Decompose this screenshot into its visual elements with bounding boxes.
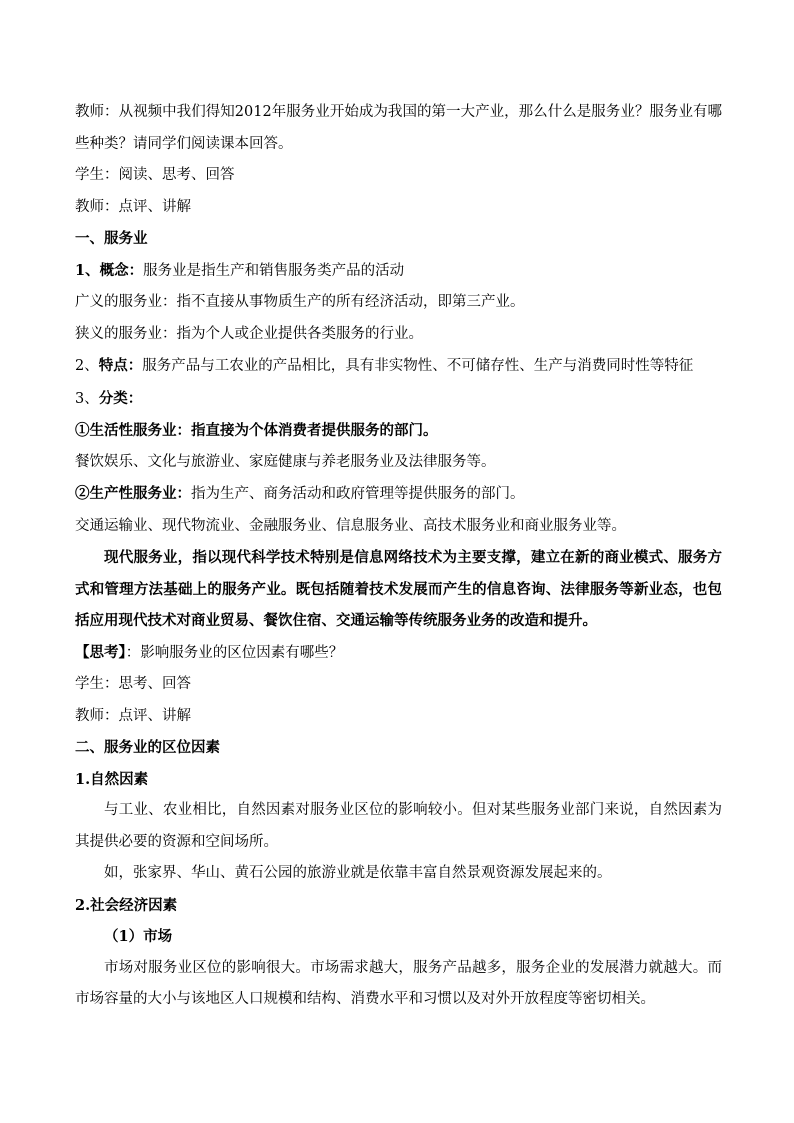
- feature-text: 服务产品与工农业的产品相比，具有非实物性、不可储存性、生产与消费同时性等特征: [142, 358, 694, 374]
- production-service-label: ②生产性服务业：: [75, 485, 191, 502]
- broad-definition: 广义的服务业：指不直接从事物质生产的所有经济活动，即第三产业。: [75, 294, 525, 310]
- concept-text: 服务业是指生产和销售服务类产品的活动: [143, 262, 405, 279]
- student-response: 学生：阅读、思考、回答: [75, 167, 235, 183]
- teacher-intro: 教师：从视频中我们得知2012年服务业开始成为我国的第一大产业，那么什么是服务业？服务业有哪些种类？请同学们阅读课本回答。: [75, 104, 722, 152]
- natural-factors-paragraph: 与工业、农业相比，自然因素对服务业区位的影响较小。但对某些服务业部门来说，自然因素为其提供必要的资源和空间场所。: [75, 802, 722, 850]
- life-service-definition: ①生活性服务业：指直接为个体消费者提供服务的部门。: [75, 422, 438, 439]
- teacher-comment: 教师：点评、讲解: [75, 198, 191, 215]
- concept-label: 1、概念：: [75, 261, 144, 279]
- think-label: 【思考】: [75, 643, 126, 661]
- feature-number: 2、: [75, 358, 99, 374]
- student-response-2: 学生：思考、回答: [75, 676, 191, 692]
- production-service-text: 指为生产、商务活动和政府管理等提供服务的部门。: [191, 486, 525, 502]
- concept-line: [75, 255, 722, 288]
- modern-service-paragraph: 现代服务业，指以现代科学技术特别是信息网络技术为主要支撑，建立在新的商业模式、服务方式和管理方法基础上的服务产业。既包括随着技术发展而产生的信息咨询、法律服务等新业态，也包括应用现代技术对商业贸易、餐饮住宿、交通运输等传统服务业务的改造和提升。: [75, 549, 722, 629]
- production-service-examples: 交通运输业、现代物流业、金融服务业、信息服务业、高技术服务业和商业服务业等。: [75, 517, 626, 534]
- market-paragraph: 市场对服务业区位的影响很大。市场需求越大，服务产品越多，服务企业的发展潜力就越大。而市场容量的大小与该地区人口规模和结构、消费水平和习惯以及对外开放程度等密切相关。: [75, 959, 722, 1007]
- section-heading-service: 一、服务业: [75, 230, 148, 247]
- classification-number: 3、: [75, 390, 99, 407]
- social-factors-title: 2.社会经济因素: [75, 896, 178, 914]
- market-title: （1）市场: [104, 928, 173, 945]
- natural-factors-title: 1.自然因素: [75, 770, 149, 788]
- narrow-definition: 狭义的服务业：指为个人或企业提供各类服务的行业。: [75, 325, 423, 342]
- classification-line: [75, 383, 722, 416]
- life-service-examples: 餐饮娱乐、文化与旅游业、家庭健康与养老服务业及法律服务等。: [75, 453, 496, 470]
- think-text: ：影响服务业的区位因素有哪些？: [125, 644, 344, 661]
- feature-line: [75, 350, 722, 383]
- feature-label: 特点：: [98, 357, 143, 374]
- think-line: [75, 637, 722, 670]
- section-heading-location: 二、服务业的区位因素: [75, 739, 220, 756]
- production-service-line: [75, 478, 722, 511]
- classification-label: 分类：: [98, 389, 143, 407]
- natural-factors-example: 如，张家界、华山、黄石公园的旅游业就是依靠丰富自然景观资源发展起来的。: [104, 865, 612, 881]
- teacher-comment-2: 教师：点评、讲解: [75, 707, 191, 724]
